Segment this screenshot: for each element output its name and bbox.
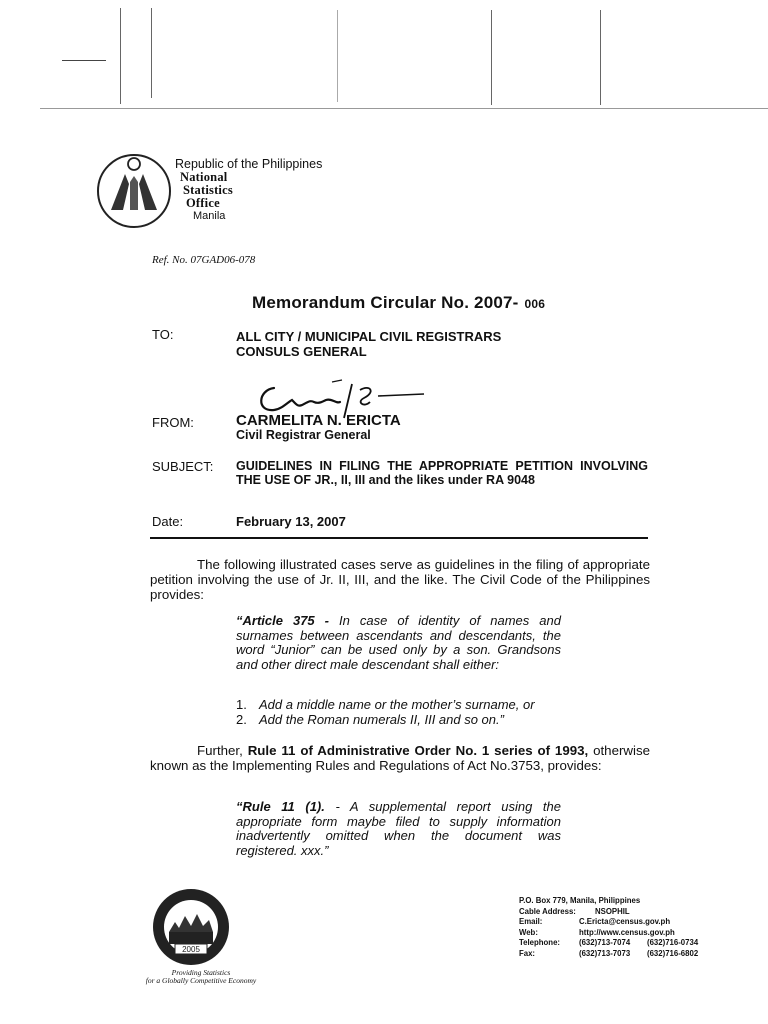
rule-heading: “Rule 11 (1). — [236, 799, 336, 814]
subject-text: GUIDELINES IN FILING THE APPROPRIATE PETITION INVOLVING THE USE OF JR., II, III and the likes under RA 9048 — [236, 459, 648, 487]
scan-edge-line — [151, 8, 152, 98]
web-row: Web: http://www.census.gov.ph — [519, 927, 675, 937]
from-name: CARMELITA N. ERICTA — [236, 412, 401, 429]
memo-title-text: Memorandum Circular No. 2007- — [252, 293, 519, 312]
scan-edge-line — [600, 10, 601, 105]
contact-block — [519, 896, 698, 960]
article-quote — [236, 614, 561, 672]
from-label: FROM: — [152, 415, 194, 430]
intro-paragraph: The following illustrated cases serve as guidelines in the filing of appropriate petition involving the use of Jr. II, III, and the like. The Civil Code of the Philippines provides: — [150, 557, 650, 602]
scan-edge-line — [491, 10, 492, 105]
subject-label: SUBJECT: — [152, 459, 214, 474]
email-row: Email: C.Ericta@census.gov.ph — [519, 917, 671, 927]
to-line1: ALL CITY / MUNICIPAL CIVIL REGISTRARS — [236, 329, 502, 344]
scan-edge-line — [40, 108, 768, 109]
to-label: TO: — [152, 327, 174, 342]
republic-text: Republic of the Philippines — [175, 157, 323, 171]
memo-number: 006 — [524, 297, 546, 311]
from-title: Civil Registrar General — [236, 428, 371, 442]
article-heading: “Article 375 - — [236, 613, 340, 628]
po-box: P.O. Box 779, Manila, Philippines — [519, 896, 641, 905]
ref-number: Ref. No. 07GAD06-078 — [152, 254, 256, 266]
tagline-line2: for a Globally Competitive Economy — [145, 976, 257, 985]
scan-edge-line — [120, 8, 121, 104]
date-label: Date: — [152, 514, 184, 529]
agency-line2: Statistics — [183, 183, 233, 197]
nso-logo-icon — [95, 152, 173, 230]
rule-text: - A supplemental report using the appropriate form maybe filed to supply information inadvertently omitted when the document was registered. xxx.” — [236, 799, 561, 858]
date-value: February 13, 2007 — [236, 514, 346, 529]
tagline-line1: Providing Statistics — [171, 968, 231, 977]
to-line2: CONSULS GENERAL — [236, 344, 367, 359]
article-list — [236, 698, 566, 727]
further-post: otherwise known as the Implementing Rules and Regulations of Act No.3753, provides: — [150, 743, 650, 773]
fax-row: Fax: (632)713-7073 (632)716-6802 — [519, 948, 699, 958]
list-item: 1. Add a middle name or the mother’s surname, or — [236, 697, 535, 712]
article-text: In case of identity of names and surnames between ascendants and descendants, the word “Junior” can be used only by a son. Grandsons and other direct male descendant shall either: — [236, 613, 561, 672]
agency-line3: Office — [186, 196, 220, 210]
to-recipients — [236, 329, 501, 359]
divider — [150, 537, 648, 539]
agency-line1: National — [180, 170, 228, 184]
agency-header — [175, 158, 322, 223]
telephone-row: Telephone: (632)713-7074 (632)716-0734 — [519, 938, 699, 948]
further-paragraph — [150, 743, 650, 773]
from-sender — [236, 413, 401, 443]
anniversary-seal-icon — [145, 886, 237, 968]
city-text: Manila — [193, 210, 226, 222]
rule-quote — [236, 800, 561, 858]
scan-edge-line — [337, 10, 338, 102]
further-bold: Rule 11 of Administrative Order No. 1 series of 1993, — [247, 743, 589, 758]
scan-edge-line — [62, 60, 106, 61]
memo-title — [252, 293, 545, 313]
list-item: 2. Add the Roman numerals II, III and so on.” — [236, 711, 504, 727]
further-pre: Further, — [197, 743, 248, 758]
tagline — [136, 969, 266, 985]
cable-row: Cable Address: NSOPHIL — [519, 906, 630, 916]
seal-year: 2005 — [182, 945, 200, 954]
